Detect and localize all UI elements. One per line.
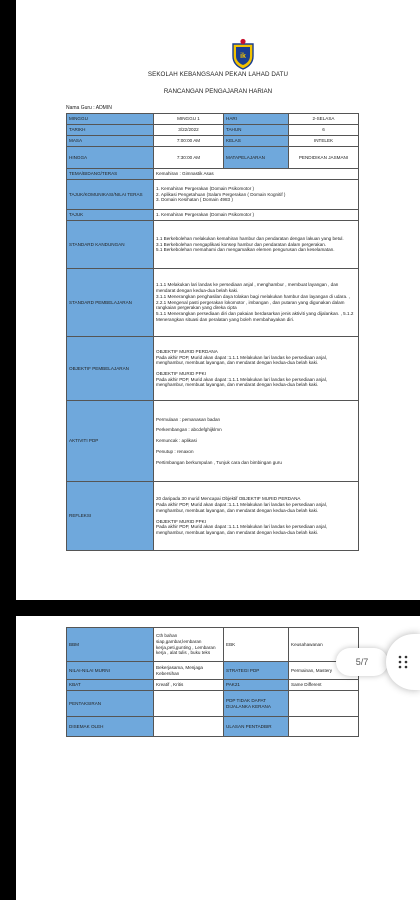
- list-item: 1.1 Berkebolehan melakukan kemahiran hambur dan pendaratan dengan lakuan yang betul.: [156, 235, 344, 241]
- hingga-label: HINGGA: [67, 147, 154, 169]
- table-row: [67, 210, 359, 221]
- list-item: 1. Kemahiran Pergerakan (Domain Psikomotor ): [156, 185, 255, 191]
- disemak-value: [154, 717, 224, 737]
- table-row: [67, 662, 359, 680]
- masa-label: MASA: [67, 136, 154, 147]
- school-name: SEKOLAH KEBANGSAAN PEKAN LAHAD DATU: [147, 71, 289, 78]
- refleksi-label: REFLEKSI: [67, 482, 154, 551]
- strategi-label: STRATEGI PDP: [224, 662, 289, 680]
- ulasan-value: [289, 717, 359, 737]
- standard-kandungan-label: STANDARD KANDUNGAN: [67, 221, 154, 269]
- school-crest-logo: [230, 38, 256, 70]
- grid-dots-icon: [397, 655, 409, 669]
- list-item: Kemuncak : aplikasi: [156, 438, 197, 444]
- list-item: Perkembangan : abcdefghijklmn: [156, 427, 222, 433]
- table-row: [67, 147, 359, 169]
- pentaksiran-label: PENTAKSIRAN: [67, 691, 154, 717]
- table-row: [67, 269, 359, 337]
- list-item: Pada akhir PDP, Murid akan dapat :1.1.1 Melakukan lari landas ke persediaan anjal, menghambur, membuat layangan, dan mendarat dengan kedua-dua belah kaki.: [156, 524, 328, 535]
- table-row: [67, 180, 359, 210]
- aktiviti-label: AKTIVITI PDP: [67, 401, 154, 482]
- kbat-label: KBAT: [67, 680, 154, 691]
- standard-kandungan-value: [154, 221, 359, 269]
- kelas-label: KELAS: [224, 136, 289, 147]
- nilai-label: NILAI-NILAI MURNI: [67, 662, 154, 680]
- list-item: 20 daripada 30 murid Mencapai Objektif OBJEKTIF MURID PERDANA: [156, 496, 301, 502]
- list-item: Penutup : renaxon: [156, 448, 194, 454]
- pdp-tidak-value: [289, 691, 359, 717]
- table-row: [67, 221, 359, 269]
- hari-value: 2-SELASA: [289, 114, 359, 125]
- document-title: RANCANGAN PENGAJARAN HARIAN: [163, 88, 273, 95]
- tahun-label: TAHUN: [224, 125, 289, 136]
- pak21-label: PAK21: [224, 680, 289, 691]
- ebk-value: Keusahawanan: [289, 628, 359, 662]
- objektif-label: OBJEKTIF PEMBELAJARAN: [67, 337, 154, 401]
- list-item: 1.1.1 Melakukan lari landas ke persediaan anjal , menghambur , membuat layangan , dan mendarat dengan kedua-dua belah kaki.: [156, 282, 339, 294]
- tema-label: TEMA/BIDANG/TERAS: [67, 169, 154, 180]
- list-item: OBJEKTIF MURID PPKI: [156, 518, 207, 524]
- masa-value: 7:00:00 AM: [154, 136, 224, 147]
- standard-pembelajaran-value: [154, 269, 359, 337]
- disemak-label: DISEMAK OLEH: [67, 717, 154, 737]
- tajuk-nilai-label: TAJUK/KOMUNIKASI/NILAI TERAS: [67, 180, 154, 210]
- objektif-value: [154, 337, 359, 401]
- tahun-value: 6: [289, 125, 359, 136]
- tarikh-label: TARIKH: [67, 125, 154, 136]
- list-item: Permulaan : pemanasan badan: [156, 416, 221, 422]
- list-item: Pertimbangan berkumpulan , Tunjuk cara dan bimbingan guru: [156, 459, 282, 465]
- table-row: [67, 125, 359, 136]
- list-item: Pada akhir PDP, Murid akan dapat :1.1.1 Melakukan lari landas ke persediaan anjal, menghambur, membuat layangan, dan mendarat dengan kedua-dua belah kaki.: [156, 354, 328, 366]
- hingga-value: 7:30:00 AM: [154, 147, 224, 169]
- aktiviti-value: [154, 401, 359, 482]
- hari-label: HARI: [224, 114, 289, 125]
- pentaksiran-value: [154, 691, 224, 717]
- list-item: 5.1 Berkebolehan memahami dan mengamalkan elemen pengurusan dan keselamatan.: [156, 247, 335, 253]
- list-item: Pada akhir PDP, Murid akan dapat :1.1.1 Melakukan lari landas ke persediaan anjal, menghambur, membuat layangan, dan mendarat dengan kedua-dua belah kaki.: [156, 502, 328, 513]
- table-row: [67, 169, 359, 180]
- ebk-label: EBK: [224, 628, 289, 662]
- matapelajaran-value: PENDIDIKAN JASMANI: [289, 147, 359, 169]
- kelas-value: INTELEK: [289, 136, 359, 147]
- logo-letters: ik: [240, 53, 246, 60]
- list-item: OBJEKTIF MURID PPKI: [156, 371, 207, 376]
- tarikh-value: 3/22/2022: [154, 125, 224, 136]
- tajuk-label: TAJUK: [67, 210, 154, 221]
- list-item: 3.1 Berkebolehan mengaplikasi konsep hambur dan pendaratan dalam pergerakan.: [156, 241, 327, 247]
- bbm-label: BBM: [67, 628, 154, 662]
- nilai-value: Bekerjasama, Menjaga Kebersihan: [154, 662, 224, 680]
- tajuk-value: 1. Kemahiran Pergerakan (Domain Psikomotor ): [154, 210, 359, 221]
- teacher-name: Nama Guru : ADMIN: [66, 105, 112, 111]
- table-row: [67, 482, 359, 551]
- list-item: OBJEKTIF MURID PERDANA: [156, 348, 218, 354]
- strategi-value: Permainan, Mastery: [289, 662, 359, 680]
- table-row: [67, 401, 359, 482]
- list-item: 3.1.1 Menerangkan penghasilan daya tolakan bagi melakukan hambur dan layangan di udara. , 2.2.1 Mengenal pasti pergerakan lokomotor , imbangan , dan putaran yang digunakan dalam rangkaian pergerakan yang direka cipta: [156, 293, 350, 311]
- list-item: 2. Aplikasi Pengetahuan (Salam Pergerakan ( Domain Kognitif ): [156, 191, 286, 197]
- table-row: [67, 337, 359, 401]
- table-row: [67, 717, 359, 737]
- pdp-tidak-label: PDP TIDAK DAPAT DIJALANKA KERANA: [224, 691, 289, 717]
- matapelajaran-label: MATAPELAJARAN: [224, 147, 289, 169]
- ulasan-label: ULASAN PENTADBIR: [224, 717, 289, 737]
- tema-value: Kemahiran : Gimnastik Asas: [154, 169, 359, 180]
- lesson-plan-table-continued: [66, 627, 359, 737]
- bbm-value: Cth bahan siap,gambar,lembaran kerja,peti,gunting , Lembaran kerja , alat tulis , buku teks: [154, 628, 224, 662]
- table-row: [67, 114, 359, 125]
- kbat-value: Kreatif , Kritis: [154, 680, 224, 691]
- page-indicator[interactable]: 5/7: [336, 648, 388, 676]
- minggu-value: MINGGU 1: [154, 114, 224, 125]
- lesson-plan-table: [66, 113, 359, 551]
- list-item: 5.1.1 Menerangkan persediaan diri dan pakaian berdasarkan jenis aktiviti yang dijalankan. , 5.1.2 Menerangkan situasi dan peralatan yang boleh membahayakan diri.: [156, 311, 354, 322]
- refleksi-value: [154, 482, 359, 551]
- list-item: 3. Domain Kesihatan ( Domain 4983 ): [156, 197, 233, 203]
- table-row: [67, 691, 359, 717]
- table-row: [67, 680, 359, 691]
- table-row: [67, 136, 359, 147]
- minggu-label: MINGGU: [67, 114, 154, 125]
- tajuk-nilai-value: [154, 180, 359, 210]
- table-row: [67, 628, 359, 662]
- standard-pembelajaran-label: STANDARD PEMBELAJARAN: [67, 269, 154, 337]
- list-item: Pada akhir PDP, Murid akan dapat :1.1.1 Melakukan lari landas ke persediaan anjal, menghambur, membuat layangan, dan mendarat dengan kedua-dua belah kaki.: [156, 376, 328, 388]
- pak21-value: Same Different: [289, 680, 359, 691]
